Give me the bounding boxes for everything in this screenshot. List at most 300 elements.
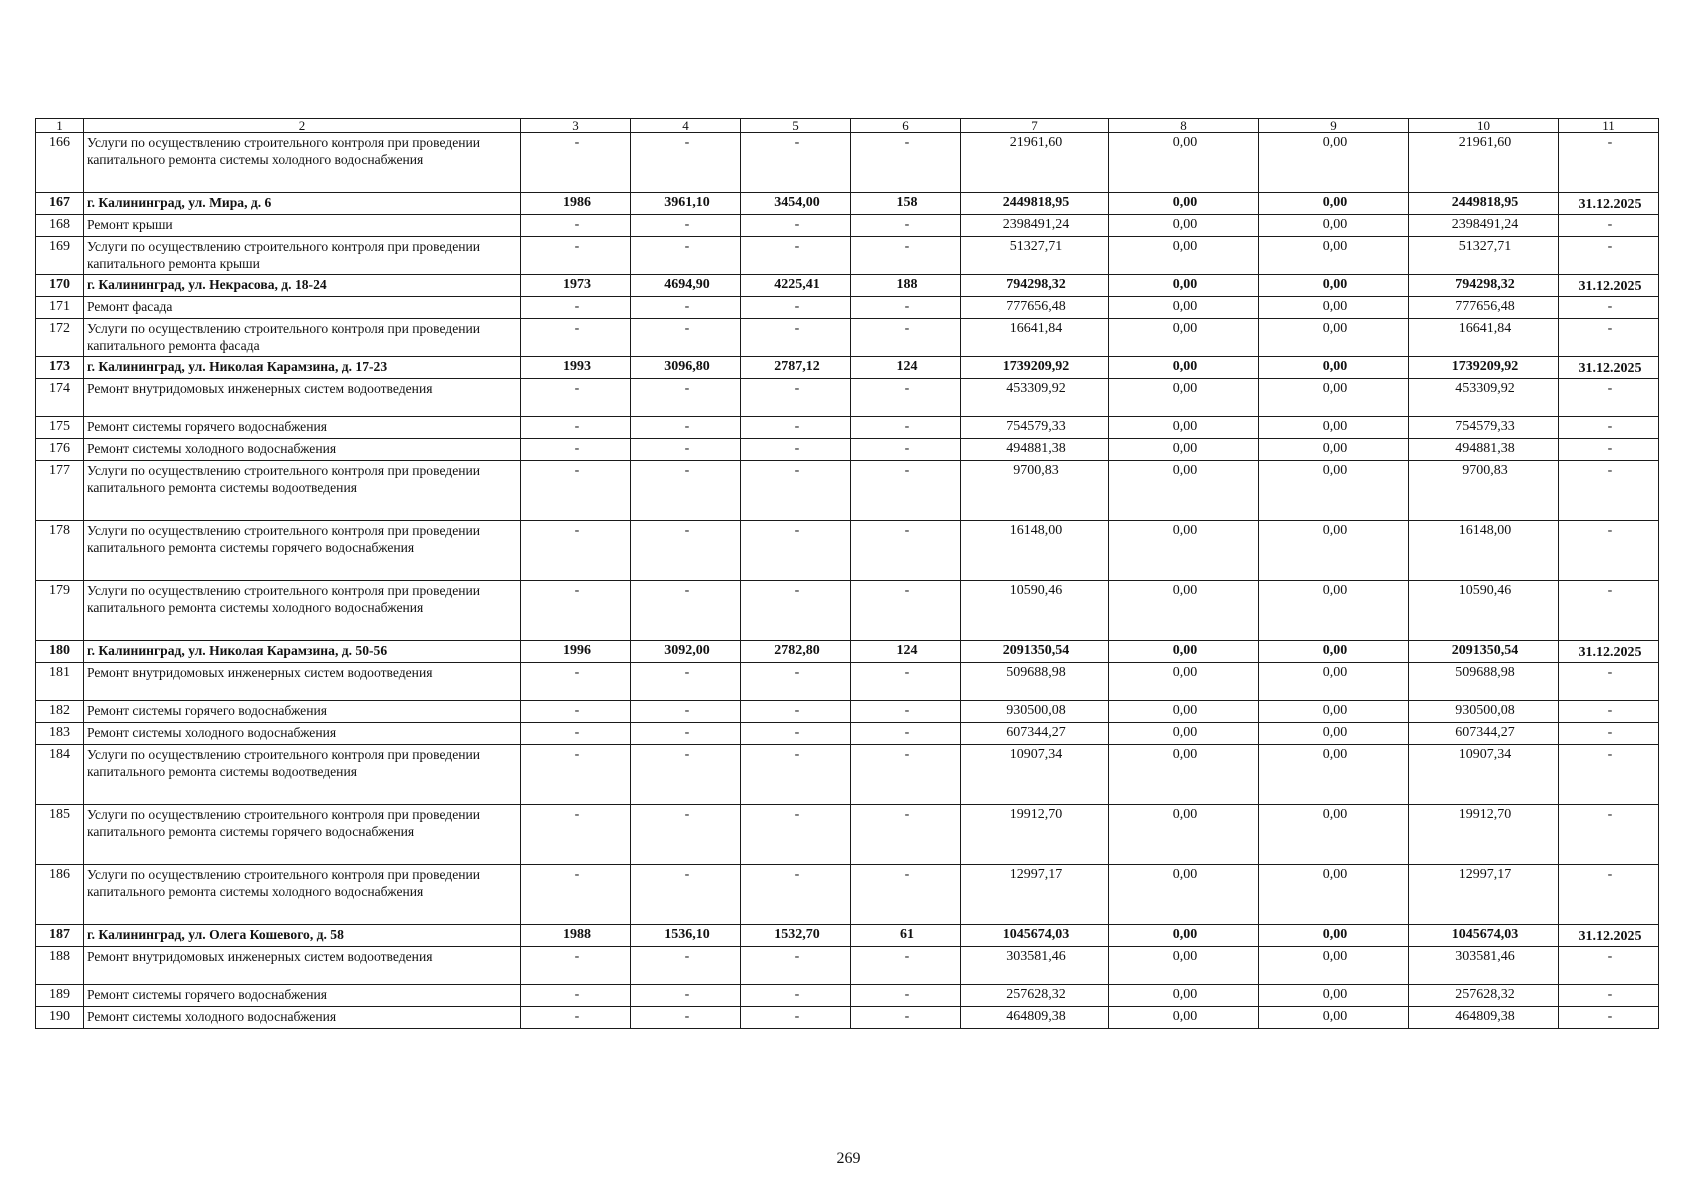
value-cell: 607344,27 <box>961 723 1109 745</box>
value-cell: - <box>521 745 631 805</box>
value-cell: - <box>521 865 631 925</box>
value-cell: 0,00 <box>1109 193 1259 215</box>
description-cell: Ремонт системы холодного водоснабжения <box>84 723 521 745</box>
value-cell: - <box>741 805 851 865</box>
description-cell: г. Калининград, ул. Николая Карамзина, д. 50-56 <box>84 641 521 663</box>
table-row <box>36 723 1659 745</box>
value-cell: - <box>851 439 961 461</box>
table-row <box>36 947 1659 985</box>
table-row <box>36 521 1659 581</box>
value-cell: 453309,92 <box>961 379 1109 417</box>
value-cell: - <box>1559 379 1659 417</box>
value-cell: 0,00 <box>1259 925 1409 947</box>
value-cell: - <box>851 985 961 1007</box>
value-cell: 0,00 <box>1109 581 1259 641</box>
value-cell: - <box>741 581 851 641</box>
table-row <box>36 319 1659 357</box>
description-cell: Ремонт внутридомовых инженерных систем водоотведения <box>84 947 521 985</box>
value-cell: 0,00 <box>1259 745 1409 805</box>
value-cell: 0,00 <box>1259 663 1409 701</box>
value-cell: - <box>741 1007 851 1029</box>
value-cell: 0,00 <box>1259 985 1409 1007</box>
table-row <box>36 237 1659 275</box>
value-cell: - <box>631 1007 741 1029</box>
value-cell: - <box>631 745 741 805</box>
value-cell: - <box>631 319 741 357</box>
value-cell: 31.12.2025 <box>1559 641 1659 663</box>
value-cell: - <box>521 417 631 439</box>
value-cell: 0,00 <box>1109 521 1259 581</box>
value-cell: - <box>741 417 851 439</box>
value-cell: 0,00 <box>1259 947 1409 985</box>
value-cell: - <box>851 745 961 805</box>
value-cell: 0,00 <box>1259 319 1409 357</box>
value-cell: 4225,41 <box>741 275 851 297</box>
value-cell: 257628,32 <box>961 985 1109 1007</box>
value-cell: 0,00 <box>1259 865 1409 925</box>
value-cell: - <box>851 237 961 275</box>
value-cell: 0,00 <box>1109 133 1259 193</box>
value-cell: 124 <box>851 357 961 379</box>
row-number-cell: 186 <box>36 865 84 925</box>
value-cell: - <box>521 985 631 1007</box>
value-cell: - <box>1559 319 1659 357</box>
value-cell: 124 <box>851 641 961 663</box>
value-cell: 10590,46 <box>1409 581 1559 641</box>
value-cell: 0,00 <box>1259 581 1409 641</box>
value-cell: - <box>631 215 741 237</box>
value-cell: - <box>521 581 631 641</box>
row-number-cell: 189 <box>36 985 84 1007</box>
value-cell: 257628,32 <box>1409 985 1559 1007</box>
table-row <box>36 357 1659 379</box>
value-cell: 10907,34 <box>1409 745 1559 805</box>
value-cell: 10590,46 <box>961 581 1109 641</box>
value-cell: - <box>1559 701 1659 723</box>
value-cell: 0,00 <box>1259 417 1409 439</box>
value-cell: - <box>521 701 631 723</box>
value-cell: 31.12.2025 <box>1559 357 1659 379</box>
value-cell: - <box>851 379 961 417</box>
value-cell: - <box>851 461 961 521</box>
value-cell: 2787,12 <box>741 357 851 379</box>
value-cell: - <box>1559 985 1659 1007</box>
value-cell: 0,00 <box>1109 215 1259 237</box>
value-cell: 188 <box>851 275 961 297</box>
value-cell: - <box>851 417 961 439</box>
table-row <box>36 215 1659 237</box>
value-cell: 303581,46 <box>1409 947 1559 985</box>
description-cell: г. Калининград, ул. Олега Кошевого, д. 58 <box>84 925 521 947</box>
value-cell: 0,00 <box>1109 417 1259 439</box>
value-cell: - <box>741 521 851 581</box>
value-cell: 0,00 <box>1259 275 1409 297</box>
table-row <box>36 641 1659 663</box>
value-cell: 31.12.2025 <box>1559 275 1659 297</box>
value-cell: - <box>851 581 961 641</box>
value-cell: 0,00 <box>1109 275 1259 297</box>
row-number-cell: 166 <box>36 133 84 193</box>
column-number: 11 <box>1559 119 1659 133</box>
value-cell: - <box>851 701 961 723</box>
row-number-cell: 175 <box>36 417 84 439</box>
value-cell: 0,00 <box>1259 215 1409 237</box>
value-cell: 0,00 <box>1259 379 1409 417</box>
description-cell: Услуги по осуществлению строительного контроля при проведении капитального ремонта системы горячего водоснабжения <box>84 521 521 581</box>
value-cell: - <box>851 865 961 925</box>
value-cell: - <box>631 701 741 723</box>
value-cell: 1739209,92 <box>1409 357 1559 379</box>
row-number-cell: 173 <box>36 357 84 379</box>
value-cell: - <box>631 805 741 865</box>
value-cell: 12997,17 <box>961 865 1109 925</box>
row-number-cell: 181 <box>36 663 84 701</box>
value-cell: 0,00 <box>1109 745 1259 805</box>
value-cell: - <box>851 805 961 865</box>
value-cell: - <box>851 215 961 237</box>
row-number-cell: 171 <box>36 297 84 319</box>
value-cell: 1536,10 <box>631 925 741 947</box>
value-cell: - <box>741 439 851 461</box>
value-cell: 0,00 <box>1109 865 1259 925</box>
value-cell: - <box>631 297 741 319</box>
value-cell: 1973 <box>521 275 631 297</box>
value-cell: 0,00 <box>1109 641 1259 663</box>
value-cell: - <box>521 439 631 461</box>
row-number-cell: 177 <box>36 461 84 521</box>
value-cell: - <box>741 461 851 521</box>
description-cell: Ремонт системы горячего водоснабжения <box>84 701 521 723</box>
value-cell: - <box>741 237 851 275</box>
value-cell: 1739209,92 <box>961 357 1109 379</box>
value-cell: 464809,38 <box>961 1007 1109 1029</box>
value-cell: - <box>1559 745 1659 805</box>
value-cell: 2091350,54 <box>1409 641 1559 663</box>
value-cell: 16148,00 <box>1409 521 1559 581</box>
value-cell: - <box>741 745 851 805</box>
description-cell: г. Калининград, ул. Николая Карамзина, д. 17-23 <box>84 357 521 379</box>
row-number-cell: 185 <box>36 805 84 865</box>
table-row <box>36 133 1659 193</box>
value-cell: 0,00 <box>1109 357 1259 379</box>
value-cell: 0,00 <box>1259 1007 1409 1029</box>
description-cell: г. Калининград, ул. Некрасова, д. 18-24 <box>84 275 521 297</box>
value-cell: 1986 <box>521 193 631 215</box>
page-number: 269 <box>836 1150 861 1167</box>
value-cell: - <box>851 947 961 985</box>
value-cell: 0,00 <box>1109 379 1259 417</box>
value-cell: 453309,92 <box>1409 379 1559 417</box>
value-cell: - <box>741 379 851 417</box>
value-cell: - <box>1559 439 1659 461</box>
table-row <box>36 985 1659 1007</box>
row-number-cell: 174 <box>36 379 84 417</box>
value-cell: - <box>521 805 631 865</box>
value-cell: - <box>1559 723 1659 745</box>
value-cell: - <box>1559 947 1659 985</box>
description-cell: Услуги по осуществлению строительного контроля при проведении капитального ремонта системы водоотведения <box>84 745 521 805</box>
value-cell: 2449818,95 <box>1409 193 1559 215</box>
value-cell: - <box>521 947 631 985</box>
value-cell: 0,00 <box>1109 947 1259 985</box>
value-cell: - <box>631 417 741 439</box>
value-cell: - <box>521 723 631 745</box>
row-number-cell: 172 <box>36 319 84 357</box>
value-cell: - <box>741 947 851 985</box>
value-cell: - <box>521 663 631 701</box>
value-cell: - <box>1559 417 1659 439</box>
value-cell: - <box>631 947 741 985</box>
value-cell: - <box>521 461 631 521</box>
value-cell: - <box>851 1007 961 1029</box>
description-cell: Услуги по осуществлению строительного контроля при проведении капитального ремонта системы холодного водоснабжения <box>84 133 521 193</box>
value-cell: 0,00 <box>1109 805 1259 865</box>
value-cell: 0,00 <box>1109 319 1259 357</box>
value-cell: - <box>631 723 741 745</box>
value-cell: 1988 <box>521 925 631 947</box>
value-cell: - <box>1559 1007 1659 1029</box>
description-cell: Услуги по осуществлению строительного контроля при проведении капитального ремонта системы холодного водоснабжения <box>84 865 521 925</box>
value-cell: - <box>851 133 961 193</box>
value-cell: - <box>1559 461 1659 521</box>
value-cell: - <box>851 297 961 319</box>
table-row <box>36 581 1659 641</box>
value-cell: 9700,83 <box>961 461 1109 521</box>
value-cell: 2091350,54 <box>961 641 1109 663</box>
value-cell: 3096,80 <box>631 357 741 379</box>
value-cell: - <box>1559 133 1659 193</box>
row-number-cell: 190 <box>36 1007 84 1029</box>
value-cell: 0,00 <box>1109 461 1259 521</box>
column-number: 7 <box>961 119 1109 133</box>
value-cell: 21961,60 <box>1409 133 1559 193</box>
value-cell: 930500,08 <box>961 701 1109 723</box>
value-cell: 31.12.2025 <box>1559 925 1659 947</box>
value-cell: - <box>741 319 851 357</box>
data-table <box>35 118 1659 1029</box>
column-number: 5 <box>741 119 851 133</box>
value-cell: - <box>851 521 961 581</box>
value-cell: 2782,80 <box>741 641 851 663</box>
value-cell: 0,00 <box>1109 723 1259 745</box>
value-cell: - <box>631 521 741 581</box>
row-number-cell: 179 <box>36 581 84 641</box>
value-cell: 0,00 <box>1259 521 1409 581</box>
value-cell: - <box>1559 805 1659 865</box>
value-cell: 3092,00 <box>631 641 741 663</box>
value-cell: - <box>1559 581 1659 641</box>
value-cell: 61 <box>851 925 961 947</box>
value-cell: 16148,00 <box>961 521 1109 581</box>
table-row <box>36 439 1659 461</box>
value-cell: - <box>631 581 741 641</box>
row-number-cell: 170 <box>36 275 84 297</box>
value-cell: - <box>521 297 631 319</box>
row-number-cell: 180 <box>36 641 84 663</box>
value-cell: - <box>631 663 741 701</box>
value-cell: - <box>521 215 631 237</box>
table-row <box>36 461 1659 521</box>
value-cell: - <box>521 237 631 275</box>
value-cell: 509688,98 <box>961 663 1109 701</box>
description-cell: Ремонт системы горячего водоснабжения <box>84 985 521 1007</box>
value-cell: 464809,38 <box>1409 1007 1559 1029</box>
value-cell: 794298,32 <box>1409 275 1559 297</box>
value-cell: 3961,10 <box>631 193 741 215</box>
value-cell: - <box>741 985 851 1007</box>
value-cell: 777656,48 <box>1409 297 1559 319</box>
row-number-cell: 183 <box>36 723 84 745</box>
table-row <box>36 193 1659 215</box>
row-number-cell: 168 <box>36 215 84 237</box>
row-number-cell: 184 <box>36 745 84 805</box>
row-number-cell: 169 <box>36 237 84 275</box>
value-cell: - <box>521 379 631 417</box>
value-cell: - <box>1559 663 1659 701</box>
value-cell: 9700,83 <box>1409 461 1559 521</box>
column-number: 10 <box>1409 119 1559 133</box>
column-number: 1 <box>36 119 84 133</box>
value-cell: 31.12.2025 <box>1559 193 1659 215</box>
column-number: 4 <box>631 119 741 133</box>
value-cell: 607344,27 <box>1409 723 1559 745</box>
description-cell: Услуги по осуществлению строительного контроля при проведении капитального ремонта крыши <box>84 237 521 275</box>
value-cell: 777656,48 <box>961 297 1109 319</box>
value-cell: - <box>741 215 851 237</box>
description-cell: Услуги по осуществлению строительного контроля при проведении капитального ремонта системы холодного водоснабжения <box>84 581 521 641</box>
value-cell: 0,00 <box>1259 357 1409 379</box>
value-cell: 1045674,03 <box>961 925 1109 947</box>
value-cell: 0,00 <box>1259 297 1409 319</box>
value-cell: 1996 <box>521 641 631 663</box>
description-cell: г. Калининград, ул. Мира, д. 6 <box>84 193 521 215</box>
value-cell: - <box>1559 297 1659 319</box>
value-cell: - <box>851 663 961 701</box>
value-cell: 1532,70 <box>741 925 851 947</box>
value-cell: 754579,33 <box>961 417 1109 439</box>
row-number-cell: 167 <box>36 193 84 215</box>
value-cell: - <box>631 237 741 275</box>
table-row <box>36 925 1659 947</box>
value-cell: 930500,08 <box>1409 701 1559 723</box>
value-cell: 494881,38 <box>1409 439 1559 461</box>
value-cell: - <box>521 133 631 193</box>
description-cell: Ремонт системы холодного водоснабжения <box>84 1007 521 1029</box>
row-number-cell: 182 <box>36 701 84 723</box>
column-number: 8 <box>1109 119 1259 133</box>
value-cell: - <box>521 521 631 581</box>
value-cell: 10907,34 <box>961 745 1109 805</box>
value-cell: 0,00 <box>1109 701 1259 723</box>
row-number-cell: 188 <box>36 947 84 985</box>
value-cell: 51327,71 <box>1409 237 1559 275</box>
table-row <box>36 865 1659 925</box>
value-cell: 794298,32 <box>961 275 1109 297</box>
value-cell: 19912,70 <box>961 805 1109 865</box>
value-cell: 51327,71 <box>961 237 1109 275</box>
description-cell: Услуги по осуществлению строительного контроля при проведении капитального ремонта системы водоотведения <box>84 461 521 521</box>
value-cell: 0,00 <box>1259 193 1409 215</box>
value-cell: 12997,17 <box>1409 865 1559 925</box>
value-cell: - <box>1559 237 1659 275</box>
value-cell: 158 <box>851 193 961 215</box>
value-cell: 16641,84 <box>1409 319 1559 357</box>
table-row <box>36 275 1659 297</box>
value-cell: 1045674,03 <box>1409 925 1559 947</box>
value-cell: 1993 <box>521 357 631 379</box>
value-cell: - <box>741 297 851 319</box>
value-cell: 2398491,24 <box>961 215 1109 237</box>
value-cell: - <box>631 865 741 925</box>
value-cell: 19912,70 <box>1409 805 1559 865</box>
row-number-cell: 176 <box>36 439 84 461</box>
value-cell: 0,00 <box>1259 237 1409 275</box>
value-cell: 303581,46 <box>961 947 1109 985</box>
description-cell: Ремонт системы горячего водоснабжения <box>84 417 521 439</box>
value-cell: - <box>851 723 961 745</box>
table-row <box>36 297 1659 319</box>
value-cell: 0,00 <box>1109 297 1259 319</box>
table-row <box>36 701 1659 723</box>
value-cell: 0,00 <box>1109 237 1259 275</box>
value-cell: 0,00 <box>1259 461 1409 521</box>
value-cell: - <box>631 985 741 1007</box>
value-cell: - <box>631 379 741 417</box>
value-cell: - <box>521 1007 631 1029</box>
value-cell: - <box>1559 521 1659 581</box>
value-cell: - <box>851 319 961 357</box>
value-cell: - <box>1559 865 1659 925</box>
value-cell: 21961,60 <box>961 133 1109 193</box>
value-cell: 754579,33 <box>1409 417 1559 439</box>
value-cell: 0,00 <box>1259 133 1409 193</box>
value-cell: 0,00 <box>1109 663 1259 701</box>
value-cell: - <box>741 701 851 723</box>
description-cell: Услуги по осуществлению строительного контроля при проведении капитального ремонта фасада <box>84 319 521 357</box>
table-row <box>36 1007 1659 1029</box>
column-number: 9 <box>1259 119 1409 133</box>
value-cell: 509688,98 <box>1409 663 1559 701</box>
row-number-cell: 187 <box>36 925 84 947</box>
value-cell: - <box>741 133 851 193</box>
value-cell: 0,00 <box>1259 805 1409 865</box>
value-cell: - <box>631 461 741 521</box>
description-cell: Ремонт системы холодного водоснабжения <box>84 439 521 461</box>
value-cell: 0,00 <box>1109 925 1259 947</box>
description-cell: Услуги по осуществлению строительного контроля при проведении капитального ремонта системы горячего водоснабжения <box>84 805 521 865</box>
value-cell: - <box>741 865 851 925</box>
column-number: 3 <box>521 119 631 133</box>
value-cell: 0,00 <box>1259 723 1409 745</box>
description-cell: Ремонт крыши <box>84 215 521 237</box>
value-cell: - <box>631 439 741 461</box>
description-cell: Ремонт фасада <box>84 297 521 319</box>
value-cell: 0,00 <box>1259 439 1409 461</box>
value-cell: - <box>741 723 851 745</box>
table-row <box>36 379 1659 417</box>
value-cell: 0,00 <box>1259 701 1409 723</box>
table-row <box>36 745 1659 805</box>
row-number-cell: 178 <box>36 521 84 581</box>
value-cell: 0,00 <box>1109 1007 1259 1029</box>
value-cell: 3454,00 <box>741 193 851 215</box>
table-body <box>36 133 1659 1029</box>
value-cell: 494881,38 <box>961 439 1109 461</box>
value-cell: - <box>741 663 851 701</box>
value-cell: 4694,90 <box>631 275 741 297</box>
table-row <box>36 805 1659 865</box>
value-cell: 0,00 <box>1259 641 1409 663</box>
